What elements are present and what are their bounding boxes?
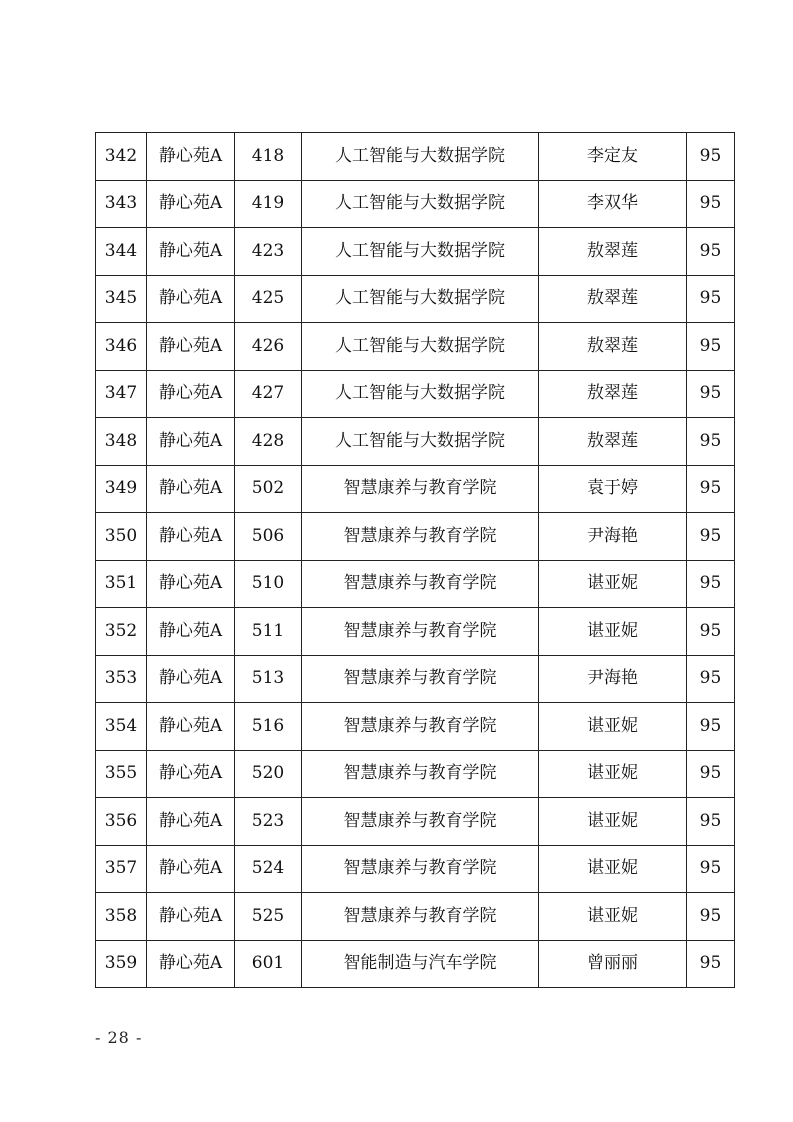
person-cell: 谌亚妮 — [539, 798, 687, 846]
college-cell: 人工智能与大数据学院 — [302, 228, 539, 276]
row-number-cell: 342 — [96, 133, 147, 181]
room-cell: 525 — [235, 893, 302, 941]
person-cell: 谌亚妮 — [539, 893, 687, 941]
page-number: - 28 - — [95, 1028, 143, 1047]
row-number-cell: 343 — [96, 180, 147, 228]
table-row — [96, 655, 735, 703]
college-cell: 智慧康养与教育学院 — [302, 608, 539, 656]
person-cell: 敖翠莲 — [539, 323, 687, 371]
table-row — [96, 845, 735, 893]
building-cell: 静心苑A — [147, 180, 235, 228]
person-cell: 尹海艳 — [539, 655, 687, 703]
table-row — [96, 465, 735, 513]
person-cell: 李双华 — [539, 180, 687, 228]
person-cell: 谌亚妮 — [539, 750, 687, 798]
person-cell: 曾丽丽 — [539, 940, 687, 988]
row-number-cell: 351 — [96, 560, 147, 608]
table-row — [96, 323, 735, 371]
room-cell: 520 — [235, 750, 302, 798]
row-number-cell: 357 — [96, 845, 147, 893]
row-number-cell: 359 — [96, 940, 147, 988]
room-cell: 502 — [235, 465, 302, 513]
person-cell: 谌亚妮 — [539, 845, 687, 893]
table-row — [96, 228, 735, 276]
person-cell: 谌亚妮 — [539, 608, 687, 656]
building-cell: 静心苑A — [147, 465, 235, 513]
person-cell: 李定友 — [539, 133, 687, 181]
table-row — [96, 560, 735, 608]
row-number-cell: 356 — [96, 798, 147, 846]
table-row — [96, 180, 735, 228]
score-cell: 95 — [687, 560, 735, 608]
building-cell: 静心苑A — [147, 228, 235, 276]
score-cell: 95 — [687, 940, 735, 988]
room-cell: 427 — [235, 370, 302, 418]
row-number-cell: 348 — [96, 418, 147, 466]
table-row — [96, 940, 735, 988]
table-body — [96, 133, 735, 988]
row-number-cell: 354 — [96, 703, 147, 751]
row-number-cell: 346 — [96, 323, 147, 371]
table-row — [96, 798, 735, 846]
room-cell: 428 — [235, 418, 302, 466]
person-cell: 敖翠莲 — [539, 228, 687, 276]
college-cell: 智能制造与汽车学院 — [302, 940, 539, 988]
room-cell: 513 — [235, 655, 302, 703]
person-cell: 尹海艳 — [539, 513, 687, 561]
person-cell: 敖翠莲 — [539, 370, 687, 418]
building-cell: 静心苑A — [147, 940, 235, 988]
person-cell: 谌亚妮 — [539, 703, 687, 751]
room-cell: 419 — [235, 180, 302, 228]
college-cell: 智慧康养与教育学院 — [302, 845, 539, 893]
score-cell: 95 — [687, 370, 735, 418]
table-row — [96, 370, 735, 418]
row-number-cell: 352 — [96, 608, 147, 656]
row-number-cell: 358 — [96, 893, 147, 941]
building-cell: 静心苑A — [147, 275, 235, 323]
college-cell: 人工智能与大数据学院 — [302, 323, 539, 371]
room-cell: 510 — [235, 560, 302, 608]
room-cell: 601 — [235, 940, 302, 988]
college-cell: 智慧康养与教育学院 — [302, 893, 539, 941]
college-cell: 人工智能与大数据学院 — [302, 418, 539, 466]
room-cell: 425 — [235, 275, 302, 323]
row-number-cell: 349 — [96, 465, 147, 513]
building-cell: 静心苑A — [147, 560, 235, 608]
room-cell: 426 — [235, 323, 302, 371]
row-number-cell: 347 — [96, 370, 147, 418]
room-cell: 523 — [235, 798, 302, 846]
score-cell: 95 — [687, 608, 735, 656]
person-cell: 谌亚妮 — [539, 560, 687, 608]
score-cell: 95 — [687, 465, 735, 513]
row-number-cell: 344 — [96, 228, 147, 276]
room-cell: 516 — [235, 703, 302, 751]
person-cell: 敖翠莲 — [539, 418, 687, 466]
table-row — [96, 608, 735, 656]
score-cell: 95 — [687, 133, 735, 181]
college-cell: 人工智能与大数据学院 — [302, 180, 539, 228]
score-cell: 95 — [687, 703, 735, 751]
table-row — [96, 750, 735, 798]
college-cell: 智慧康养与教育学院 — [302, 513, 539, 561]
table-row — [96, 275, 735, 323]
dormitory-score-table — [95, 132, 735, 988]
row-number-cell: 350 — [96, 513, 147, 561]
building-cell: 静心苑A — [147, 513, 235, 561]
score-cell: 95 — [687, 180, 735, 228]
score-cell: 95 — [687, 655, 735, 703]
building-cell: 静心苑A — [147, 798, 235, 846]
row-number-cell: 345 — [96, 275, 147, 323]
room-cell: 506 — [235, 513, 302, 561]
college-cell: 智慧康养与教育学院 — [302, 465, 539, 513]
building-cell: 静心苑A — [147, 845, 235, 893]
college-cell: 人工智能与大数据学院 — [302, 133, 539, 181]
building-cell: 静心苑A — [147, 323, 235, 371]
score-cell: 95 — [687, 750, 735, 798]
row-number-cell: 353 — [96, 655, 147, 703]
person-cell: 袁于婷 — [539, 465, 687, 513]
building-cell: 静心苑A — [147, 608, 235, 656]
building-cell: 静心苑A — [147, 655, 235, 703]
row-number-cell: 355 — [96, 750, 147, 798]
college-cell: 人工智能与大数据学院 — [302, 370, 539, 418]
building-cell: 静心苑A — [147, 418, 235, 466]
score-cell: 95 — [687, 893, 735, 941]
building-cell: 静心苑A — [147, 893, 235, 941]
college-cell: 人工智能与大数据学院 — [302, 275, 539, 323]
score-cell: 95 — [687, 418, 735, 466]
building-cell: 静心苑A — [147, 750, 235, 798]
person-cell: 敖翠莲 — [539, 275, 687, 323]
college-cell: 智慧康养与教育学院 — [302, 798, 539, 846]
table-row — [96, 418, 735, 466]
building-cell: 静心苑A — [147, 133, 235, 181]
room-cell: 418 — [235, 133, 302, 181]
table-row — [96, 893, 735, 941]
college-cell: 智慧康养与教育学院 — [302, 750, 539, 798]
college-cell: 智慧康养与教育学院 — [302, 560, 539, 608]
score-cell: 95 — [687, 845, 735, 893]
room-cell: 524 — [235, 845, 302, 893]
room-cell: 511 — [235, 608, 302, 656]
college-cell: 智慧康养与教育学院 — [302, 655, 539, 703]
table-row — [96, 133, 735, 181]
score-cell: 95 — [687, 323, 735, 371]
table-row — [96, 703, 735, 751]
score-cell: 95 — [687, 798, 735, 846]
dormitory-score-table-container — [95, 132, 734, 988]
building-cell: 静心苑A — [147, 703, 235, 751]
college-cell: 智慧康养与教育学院 — [302, 703, 539, 751]
score-cell: 95 — [687, 513, 735, 561]
room-cell: 423 — [235, 228, 302, 276]
score-cell: 95 — [687, 228, 735, 276]
building-cell: 静心苑A — [147, 370, 235, 418]
score-cell: 95 — [687, 275, 735, 323]
table-row — [96, 513, 735, 561]
